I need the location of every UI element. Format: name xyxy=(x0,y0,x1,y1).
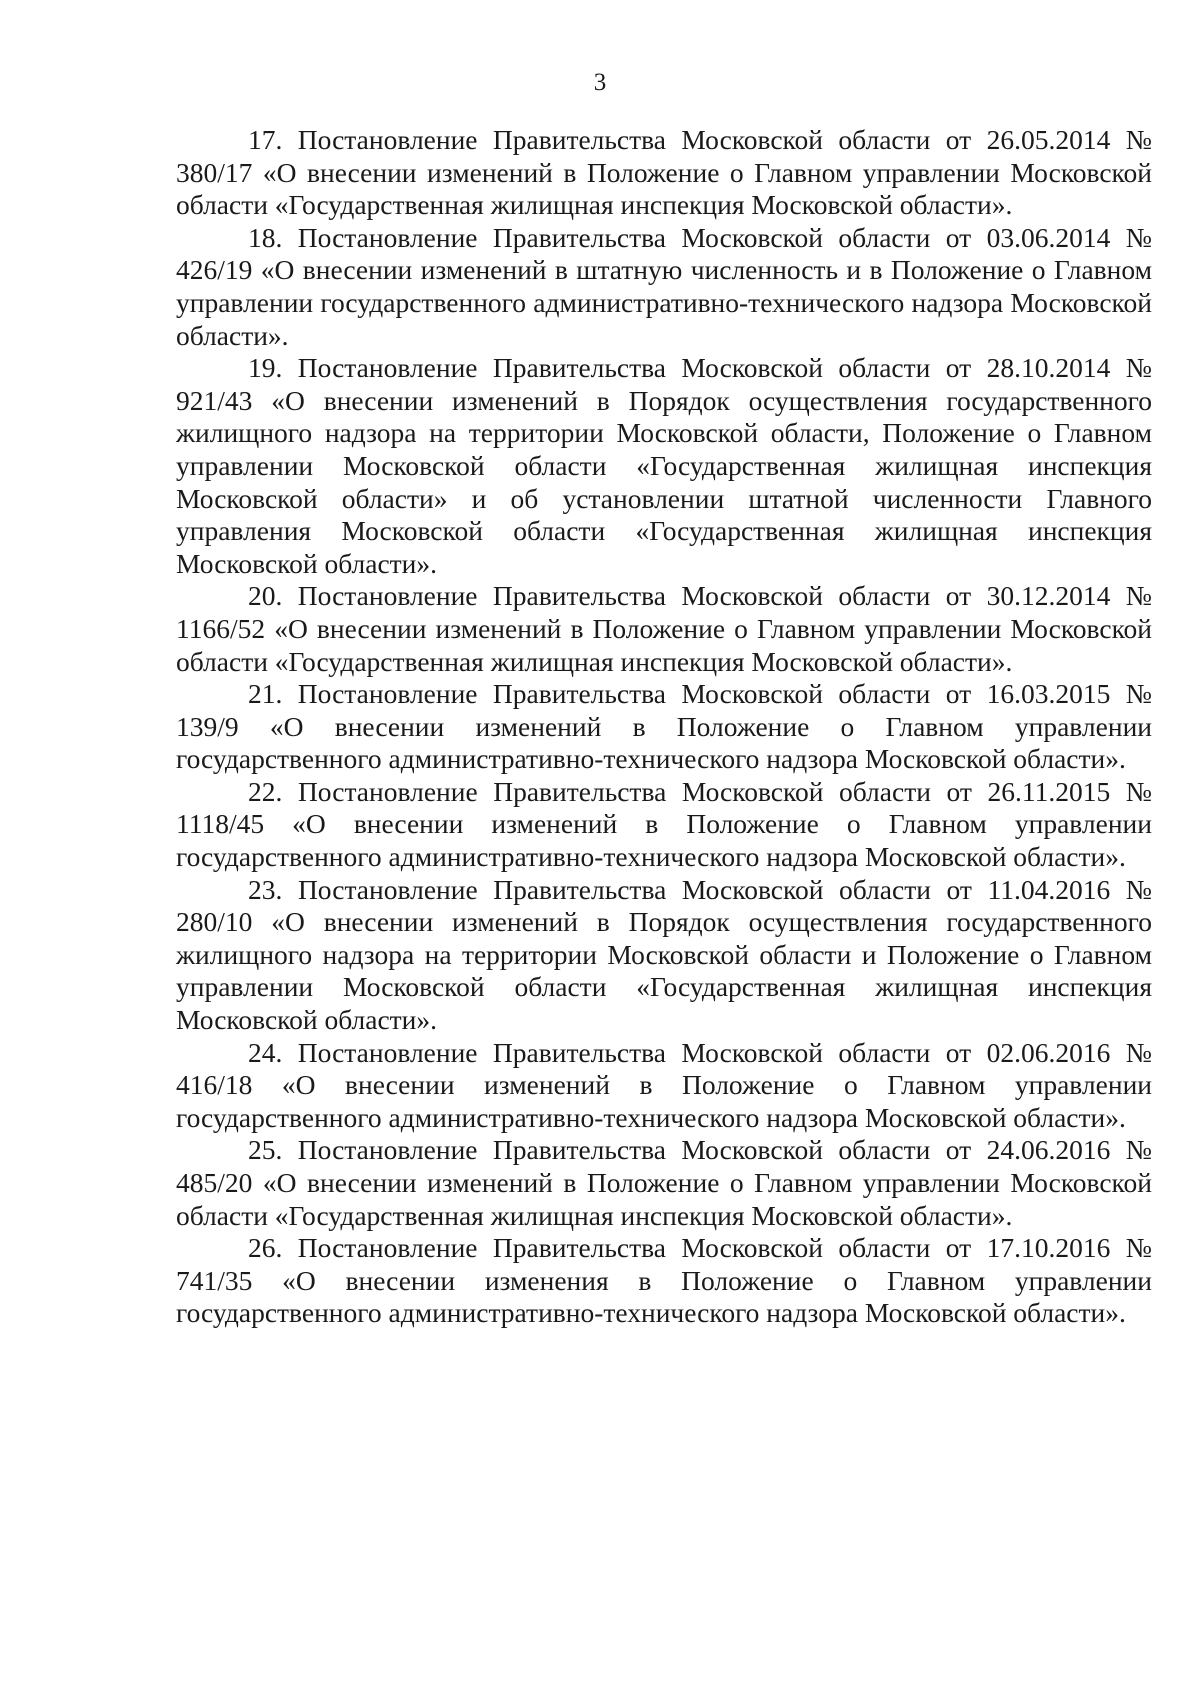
list-item: 19. Постановление Правительства Московской области от 28.10.2014 № 921/43 «О внесении изменений в Порядок осуществления государственного жилищного надзора на территории Московской области, Положение о Главном управлении Московской области «Государственная жилищная инспекция Московской области» и об установлении штатной численности Главного управления Московской области «Государственная жилищная инспекция Московской области». xyxy=(176,352,1152,579)
list-item: 26. Постановление Правительства Московской области от 17.10.2016 № 741/35 «О внесении изменения в Положение о Главном управлении государственного административно-технического надзора Московской области». xyxy=(176,1232,1152,1329)
list-item: 18. Постановление Правительства Московской области от 03.06.2014 № 426/19 «О внесении изменений в штатную численность и в Положение о Главном управлении государственного административно-технического надзора Московской области». xyxy=(176,221,1152,351)
entries-list xyxy=(176,124,1152,1330)
page-number: 3 xyxy=(593,69,607,96)
list-item: 23. Постановление Правительства Московской области от 11.04.2016 № 280/10 «О внесении изменений в Порядок осуществления государственного жилищного надзора на территории Московской области и Положение о Главном управлении Московской области «Государственная жилищная инспекция Московской области». xyxy=(176,873,1152,1036)
list-item: 24. Постановление Правительства Московской области от 02.06.2016 № 416/18 «О внесении изменений в Положение о Главном управлении государственного административно-технического надзора Московской области». xyxy=(176,1036,1152,1133)
list-item: 21. Постановление Правительства Московской области от 16.03.2015 № 139/9 «О внесении изменений в Положение о Главном управлении государственного административно-технического надзора Московской области». xyxy=(176,678,1152,775)
list-item: 20. Постановление Правительства Московской области от 30.12.2014 № 1166/52 «О внесении изменений в Положение о Главном управлении Московской области «Государственная жилищная инспекция Московской области». xyxy=(176,580,1152,677)
list-item: 25. Постановление Правительства Московской области от 24.06.2016 № 485/20 «О внесении изменений в Положение о Главном управлении Московской области «Государственная жилищная инспекция Московской области». xyxy=(176,1134,1152,1231)
list-item: 22. Постановление Правительства Московской области от 26.11.2015 № 1118/45 «О внесении изменений в Положение о Главном управлении государственного административно-технического надзора Московской области». xyxy=(176,775,1152,873)
list-item: 17. Постановление Правительства Московской области от 26.05.2014 № 380/17 «О внесении изменений в Положение о Главном управлении Московской области «Государственная жилищная инспекция Московской области». xyxy=(176,124,1152,221)
